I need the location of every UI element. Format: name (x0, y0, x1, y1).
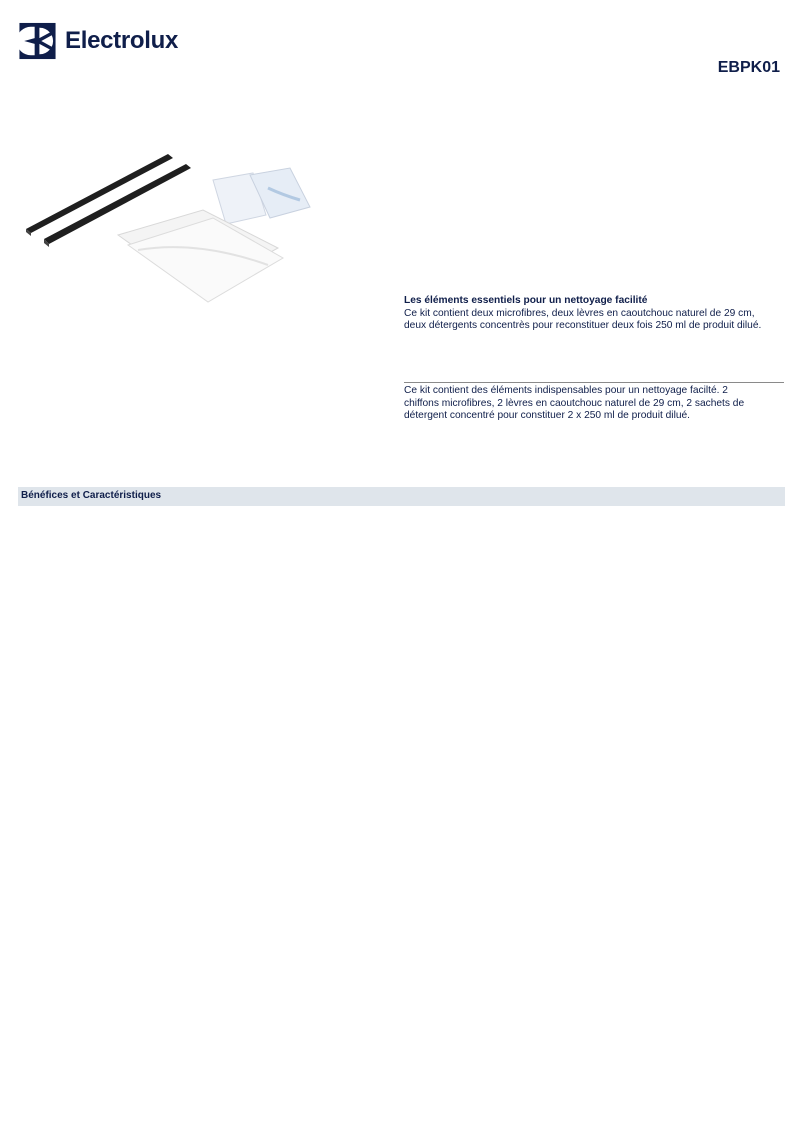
description-title: Les éléments essentiels pour un nettoyage facilité (404, 295, 648, 306)
rubber-blade-1 (26, 154, 173, 236)
brand-logo (18, 22, 178, 60)
long-description-line: chiffons microfibres, 2 lèvres en caoutchouc naturel de 29 cm, 2 sachets de (404, 397, 745, 409)
description-block (404, 295, 788, 333)
divider (404, 382, 784, 383)
long-description-line: Ce kit contient des éléments indispensables pour un nettoyage facilté. 2 (404, 385, 728, 396)
product-sku: EBPK01 (717, 59, 780, 76)
description-line: Ce kit contient deux microfibres, deux lèvres en caoutchouc naturel de 29 cm, (404, 307, 755, 319)
detergent-sachets (213, 168, 310, 224)
section-title: Bénéfices et Caractéristiques (21, 490, 162, 501)
product-image (18, 140, 318, 315)
long-description-block (404, 385, 784, 423)
microfiber-pads (118, 210, 283, 302)
long-description-line: détergent concentré pour constituer 2 x 250 ml de produit dilué. (404, 410, 690, 421)
electrolux-logo-icon (18, 22, 57, 60)
brand-name: Electrolux (65, 27, 179, 54)
description-line: deux détergents concentrès pour reconstituer deux fois 250 ml de produit dilué. (404, 320, 762, 331)
section-header-bar (18, 487, 785, 506)
